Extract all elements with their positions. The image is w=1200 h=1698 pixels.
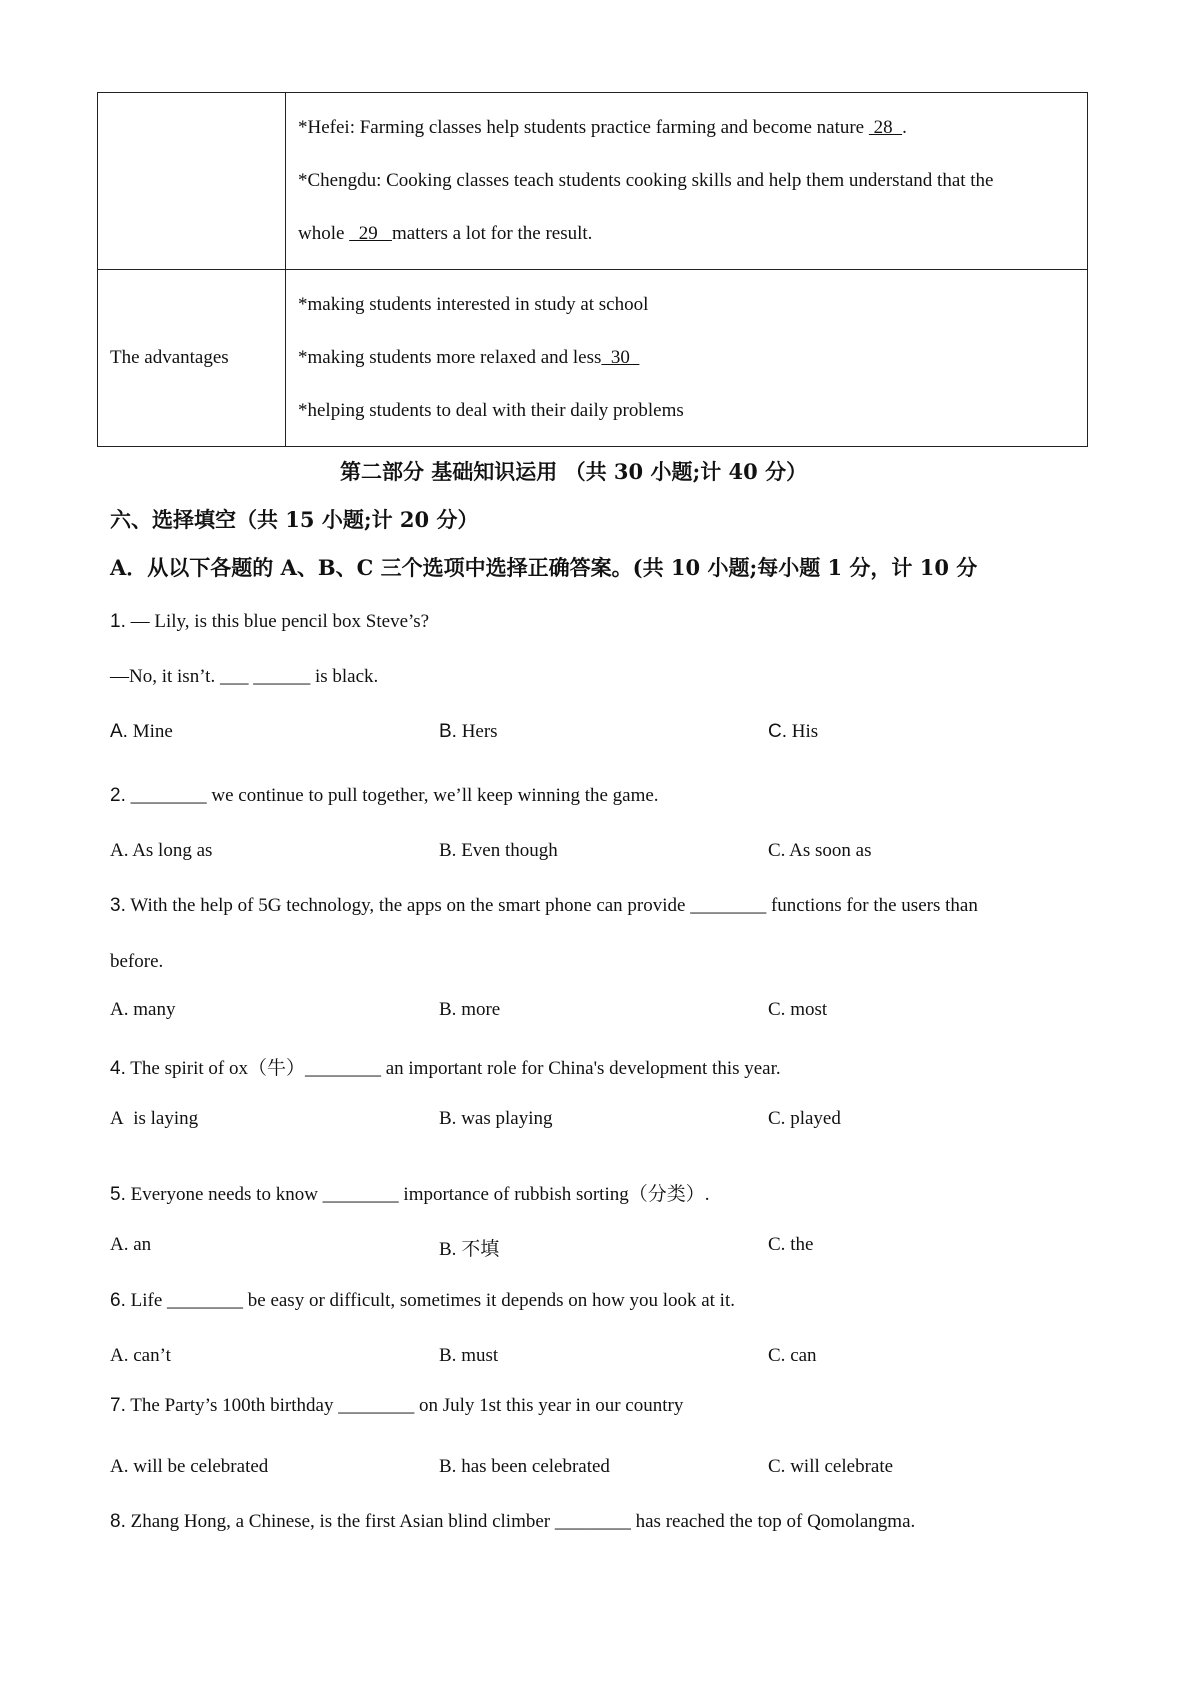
table-row [98,270,1088,447]
table-line: whole 29 matters a lot for the result. [298,223,593,244]
option-c: C. the [768,1234,814,1255]
info-table [97,92,1088,447]
option-c: C. His [768,721,819,742]
table-label-cell [98,270,286,447]
table-line: *making students more relaxed and less 30 [298,347,640,368]
question-2: 2. ________ we continue to pull together, we’ll keep winning the game. [110,785,659,806]
blank-29: 29 [349,223,392,244]
option-a: A. can’t [110,1345,171,1366]
option-a: A. many [110,999,176,1020]
option-a: A. As long as [110,840,213,861]
table-line: *Chengdu: Cooking classes teach students cooking skills and help them understand that the [298,170,994,191]
option-c: C. As soon as [768,840,872,861]
question-1: 1. — Lily, is this blue pencil box Steve’s? [110,611,430,632]
table-label-cell [98,93,286,270]
section-title: 六、选择填空（共 15 小题;计 20 分） [110,507,479,532]
option-b: B. was playing [439,1108,553,1129]
option-b: B. must [439,1345,499,1366]
blank-30: 30 [601,347,640,368]
option-c: C. will celebrate [768,1456,894,1477]
question-7: 7. The Party’s 100th birthday ________ on July 1st this year in our country [110,1395,684,1416]
option-a: A. will be celebrated [110,1456,269,1477]
option-c: C. can [768,1345,817,1366]
option-b: B. 不填 [439,1239,500,1260]
table-line: *making students interested in study at school [298,294,649,315]
option-c: C. most [768,999,828,1020]
option-b: B. more [439,999,501,1020]
option-a: A. an [110,1234,152,1255]
question-1-line2: —No, it isn’t. ___ ______ is black. [110,666,379,687]
table-content-cell [286,93,1088,270]
option-c: C. played [768,1108,841,1129]
question-6: 6. Life ________ be easy or difficult, sometimes it depends on how you look at it. [110,1290,735,1311]
table-line: *helping students to deal with their daily problems [298,400,684,421]
question-3: 3. With the help of 5G technology, the apps on the smart phone can provide ________ functions for the users than [110,895,978,916]
option-a: A. Mine [110,721,173,742]
table-row [98,93,1088,270]
option-b: B. Even though [439,840,558,861]
question-3-line2: before. [110,951,164,972]
subsection-title: A．从以下各题的 A、B、C 三个选项中选择正确答案。(共 10 小题;每小题 1 分，计 10 分 [110,555,978,580]
row-label: The advantages [110,347,229,368]
part-title: 第二部分 基础知识运用 （共 30 小题;计 40 分） [340,459,808,484]
option-b: B. Hers [439,721,498,742]
table-content-cell [286,270,1088,447]
table-line: *Hefei: Farming classes help students practice farming and become nature 28 . [298,117,907,138]
question-8: 8. Zhang Hong, a Chinese, is the first Asian blind climber ________ has reached the top of Qomolangma. [110,1511,916,1532]
option-a: A is laying [110,1108,199,1129]
blank-28: 28 [868,117,903,138]
question-5: 5. Everyone needs to know ________ importance of rubbish sorting（分类）. [110,1184,710,1205]
option-b: B. has been celebrated [439,1456,610,1477]
question-4: 4. The spirit of ox（牛）________ an important role for China's development this year. [110,1058,781,1079]
